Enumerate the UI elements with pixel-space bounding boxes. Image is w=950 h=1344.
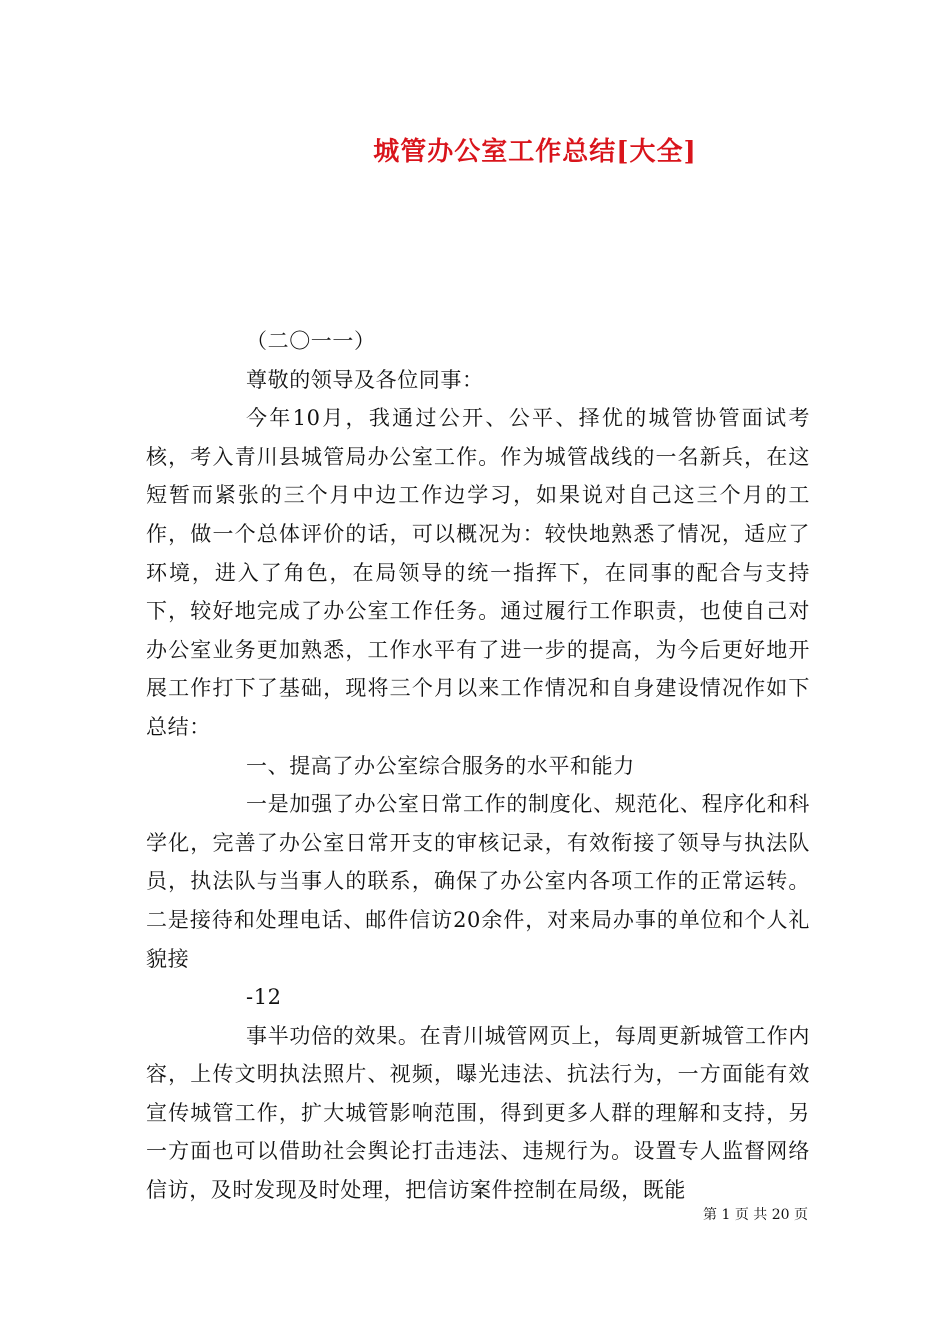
paragraph-intro: 今年10月，我通过公开、公平、择优的城管协管面试考核，考入青川县城管局办公室工作。作为城管战线的一名新兵，在这短暂而紧张的三个月中边工作边学习，如果说对自己这三个月的工作，做一个总体评价的话，可以概况为：较快地熟悉了情况，适应了环境，进入了角色，在局领导的统一指挥下，在同事的配合与支持下，较好地完成了办公室工作任务。通过履行工作职责，也使自己对办公室业务更加熟悉，工作水平有了进一步的提高，为今后更好地开展工作打下了基础，现将三个月以来工作情况和自身建设情况作如下总结： — [146, 406, 810, 739]
paragraph-continuation: 事半功倍的效果。在青川城管网页上，每周更新城管工作内容，上传文明执法照片、视频，曝光违法、抗法行为，一方面能有效宣传城管工作，扩大城管影响范围，得到更多人群的理解和支持，另一方面也可以借助社会舆论打击违法、违规行为。设置专人监督网络信访，及时发现及时处理，把信访案件控制在局级，既能 — [146, 1023, 810, 1203]
section-heading-1: 一、提高了办公室综合服务的水平和能力 — [246, 753, 635, 778]
page-break-marker: -12 — [246, 985, 282, 1010]
paragraph-year: （二〇一一） — [246, 329, 376, 353]
document-title: 城管办公室工作总结[大全] — [373, 137, 697, 167]
page-number: 第 1 页 共 20 页 — [703, 1207, 808, 1223]
paragraph-section-1: 一是加强了办公室日常工作的制度化、规范化、程序化和科学化，完善了办公室日常开支的审核记录，有效衔接了领导与执法队员，执法队与当事人的联系，确保了办公室内各项工作的正常运转。二是接待和处理电话、邮件信访20余件，对来局办事的单位和个人礼貌接 — [146, 792, 810, 971]
paragraph-salutation: 尊敬的领导及各位同事： — [246, 367, 484, 392]
document-body — [146, 322, 810, 1210]
